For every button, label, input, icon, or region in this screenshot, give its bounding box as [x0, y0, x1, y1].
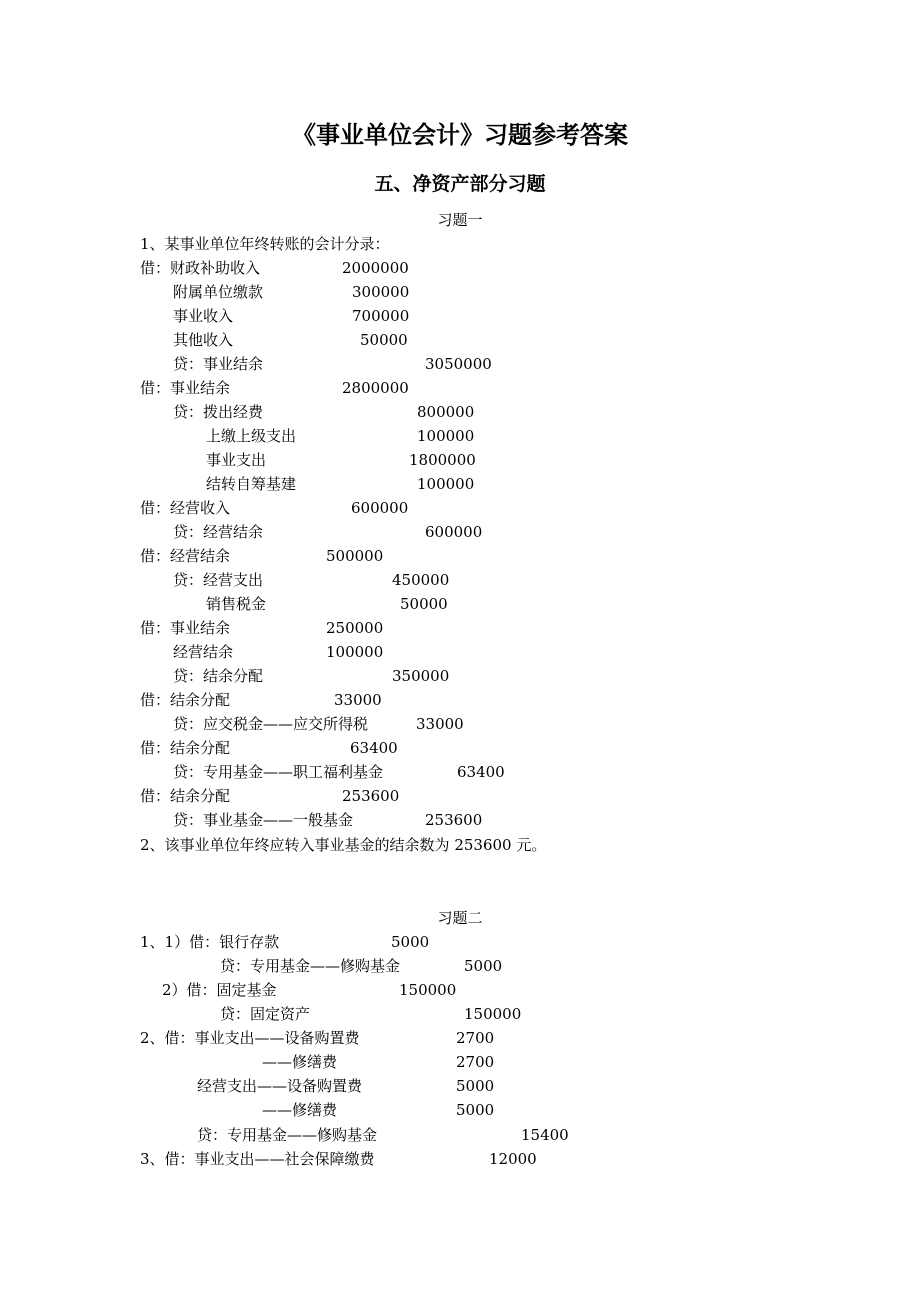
- entry-amount: 33000: [334, 691, 382, 709]
- entry-amount: 2700: [456, 1029, 495, 1047]
- entry-amount: 350000: [392, 667, 450, 685]
- entry-amount: 2000000: [342, 259, 409, 277]
- entry-label: 贷：专用基金——修购基金: [197, 1126, 378, 1144]
- entry-amount: 253600: [342, 787, 400, 805]
- entry-label: 借：结余分配: [140, 691, 231, 709]
- entry-amount: 600000: [425, 523, 483, 541]
- entry-label: 贷：专用基金——修购基金: [220, 957, 401, 975]
- entry-label: 贷：事业结余: [173, 355, 264, 373]
- entry-label: 贷：事业基金——一般基金: [173, 811, 354, 829]
- entry-label: 贷：经营支出: [173, 571, 264, 589]
- entry-amount: 300000: [352, 283, 410, 301]
- exercise-2-heading: 习题二: [437, 909, 483, 927]
- entry-label: ——修缮费: [262, 1101, 338, 1119]
- exercise-1-conclusion: 2、该事业单位年终应转入事业基金的结余数为 253600 元。: [140, 836, 547, 854]
- entry-amount: 450000: [392, 571, 450, 589]
- entry-label: 贷：应交税金——应交所得税: [173, 715, 369, 733]
- entry-label: 经营结余: [173, 643, 234, 661]
- entry-amount: 5000: [391, 933, 430, 951]
- entry-label: 借：事业结余: [140, 379, 231, 397]
- entry-label: 借：经营结余: [140, 547, 231, 565]
- entry-amount: 100000: [417, 427, 475, 445]
- page-title: 《事业单位会计》习题参考答案: [292, 120, 628, 149]
- entry-amount: 253600: [425, 811, 483, 829]
- entry-amount: 3050000: [425, 355, 492, 373]
- entry-amount: 1800000: [409, 451, 476, 469]
- page-subtitle: 五、净资产部分习题: [374, 173, 546, 195]
- entry-amount: 800000: [417, 403, 475, 421]
- entry-label: 贷：经营结余: [173, 523, 264, 541]
- entry-amount: 5000: [456, 1077, 495, 1095]
- entry-label: 其他收入: [173, 331, 234, 349]
- entry-label: 贷：专用基金——职工福利基金: [173, 763, 384, 781]
- entry-amount: 5000: [464, 957, 503, 975]
- entry-label: 事业收入: [173, 307, 234, 325]
- entry-label: 结转自筹基建: [206, 475, 297, 493]
- entry-label: 贷：固定资产: [220, 1005, 311, 1023]
- entry-label: 借：结余分配: [140, 787, 231, 805]
- entry-label: 借：财政补助收入: [140, 259, 261, 277]
- entry-amount: 100000: [326, 643, 384, 661]
- entry-amount: 600000: [351, 499, 409, 517]
- entry-amount: 500000: [326, 547, 384, 565]
- entry-amount: 150000: [399, 981, 457, 999]
- entry-amount: 2800000: [342, 379, 409, 397]
- entry-amount: 33000: [416, 715, 464, 733]
- entry-label: 贷：拨出经费: [173, 403, 264, 421]
- entry-amount: 5000: [456, 1101, 495, 1119]
- entry-amount: 63400: [457, 763, 505, 781]
- entry-label: 1、1）借：银行存款: [140, 933, 280, 951]
- entry-amount: 50000: [360, 331, 408, 349]
- entry-amount: 700000: [352, 307, 410, 325]
- entry-amount: 12000: [489, 1150, 537, 1168]
- entry-label: 2）借：固定基金: [162, 981, 277, 999]
- entry-amount: 63400: [350, 739, 398, 757]
- entry-label: 2、借：事业支出——设备购置费: [140, 1029, 360, 1047]
- entry-amount: 150000: [464, 1005, 522, 1023]
- entry-amount: 250000: [326, 619, 384, 637]
- entry-label: 贷：结余分配: [173, 667, 264, 685]
- entry-label: 事业支出: [206, 451, 267, 469]
- entry-label: 销售税金: [206, 595, 267, 613]
- entry-label: 借：经营收入: [140, 499, 231, 517]
- entry-label: 3、借：事业支出——社会保障缴费: [140, 1150, 375, 1168]
- entry-amount: 100000: [417, 475, 475, 493]
- entry-label: 经营支出——设备购置费: [197, 1077, 363, 1095]
- entry-amount: 2700: [456, 1053, 495, 1071]
- exercise-1-heading: 习题一: [437, 211, 483, 229]
- entry-amount: 15400: [521, 1126, 569, 1144]
- entry-label: 借：结余分配: [140, 739, 231, 757]
- exercise-1-intro: 1、某事业单位年终转账的会计分录：: [140, 235, 390, 253]
- entry-label: 附属单位缴款: [173, 283, 264, 301]
- entry-label: 上缴上级支出: [206, 427, 297, 445]
- entry-label: 借：事业结余: [140, 619, 231, 637]
- entry-label: ——修缮费: [262, 1053, 338, 1071]
- entry-amount: 50000: [400, 595, 448, 613]
